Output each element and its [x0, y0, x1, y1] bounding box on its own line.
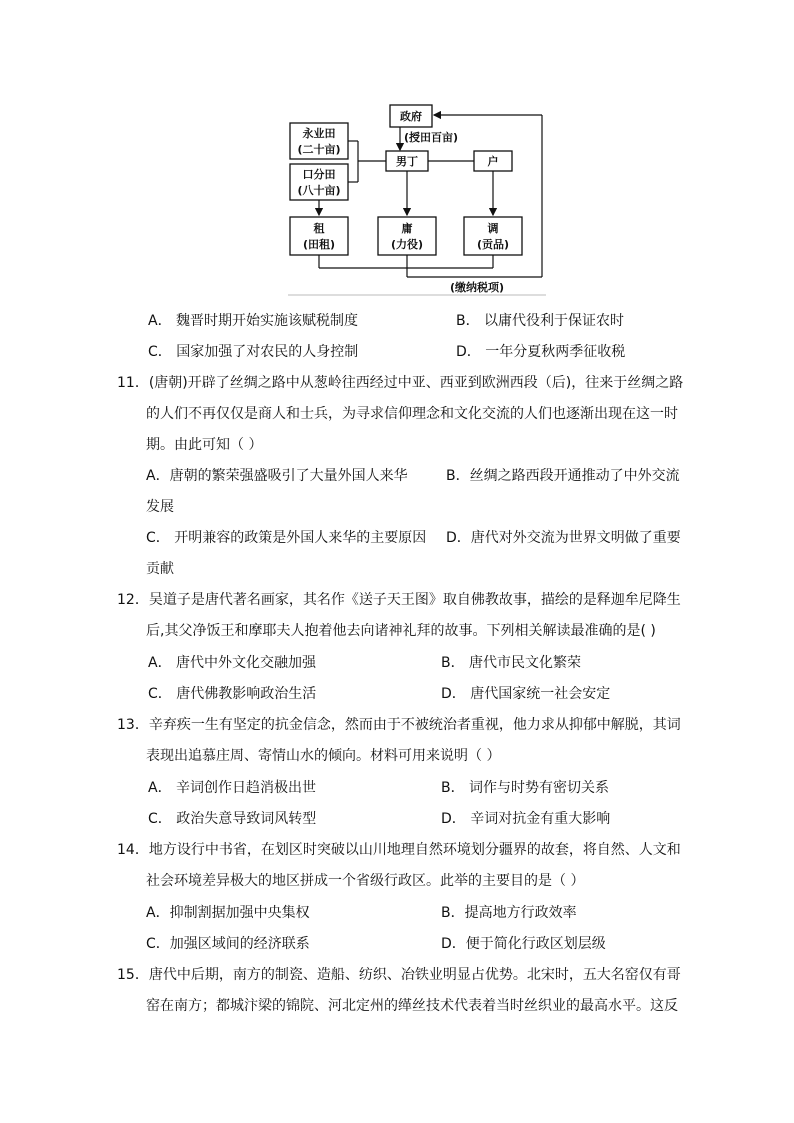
zu-sub: (田租)	[302, 238, 336, 251]
q12-option-a[interactable]: A． 唐代中外文化交融加强	[148, 655, 317, 671]
q12-option-c[interactable]: C． 唐代佛教影响政治生活	[148, 686, 317, 702]
q12-option-d[interactable]: D． 唐代国家统一社会安定	[441, 686, 611, 702]
q14-stem-line-2: 社会环境差异极大的地区拼成一个省级行政区。此举的主要目的是（ ）	[146, 873, 585, 889]
yong-sub: (力役)	[390, 238, 424, 251]
q11-option-c[interactable]: C． 开明兼容的政策是外国人来华的主要原因	[146, 530, 427, 546]
yongye-sub: (二十亩)	[297, 143, 341, 156]
q14-option-a[interactable]: A．抑制割据加强中央集权	[146, 905, 310, 921]
q13-option-b[interactable]: B． 词作与时势有密切关系	[441, 780, 610, 796]
tax-system-diagram	[288, 103, 546, 297]
q11-stem-line-3: 期。由此可知（ ）	[146, 437, 263, 453]
koufen-sub: (八十亩)	[297, 184, 341, 197]
q11-stem-line-2: 的人们不再仅仅是商人和士兵，为寻求信仰理念和文化交流的人们也逐渐出现在这一时	[146, 406, 678, 422]
q14-option-d[interactable]: D．便于简化行政区划层级	[441, 936, 606, 952]
q14-stem-line-1: 14．地方设行中书省，在划区时突破以山川地理自然环境划分疆界的故套，将自然、人文和	[117, 842, 681, 858]
diao-sub: (贡品)	[476, 238, 510, 251]
q11-stem-line-1: 11．(唐朝)开辟了丝绸之路中从葱岭往西经过中亚、西亚到欧洲西段（后)，往来于丝绸之路	[117, 375, 684, 391]
q11-option-d-cont: 贡献	[146, 561, 174, 577]
q12-option-b[interactable]: B． 唐代市民文化繁荣	[441, 655, 582, 671]
q11-option-b-cont: 发展	[146, 499, 174, 515]
hu-label: 户	[487, 155, 499, 168]
q15-stem-line-2: 窑在南方；都城汴梁的锦院、河北定州的缂丝技术代表着当时丝织业的最高水平。这反	[146, 998, 678, 1014]
q11-option-d[interactable]: D．唐代对外交流为世界文明做了重要	[446, 530, 681, 546]
q12-stem-line-1: 12．吴道子是唐代著名画家，其名作《送子天王图》取自佛教故事，描绘的是释迦牟尼降生	[117, 592, 681, 608]
q10-option-a[interactable]: A． 魏晋时期开始实施该赋税制度	[148, 313, 359, 329]
q10-option-d[interactable]: D． 一年分夏秋两季征收税	[456, 344, 626, 360]
q13-option-c[interactable]: C． 政治失意导致词风转型	[148, 811, 317, 827]
q13-stem-line-1: 13．辛弃疾一生有坚定的抗金信念，然而由于不被统治者重视，他力求从抑郁中解脱，其词	[117, 717, 681, 733]
diao-label: 调	[487, 222, 499, 235]
gov-label: 政府	[400, 110, 422, 123]
q10-option-b[interactable]: B． 以庸代役利于保证农时	[456, 313, 625, 329]
q15-stem-line-1: 15．唐代中后期，南方的制瓷、造船、纺织、冶铁业明显占优势。北宋时，五大名窑仅有哥	[117, 967, 681, 983]
q13-option-a[interactable]: A． 辛词创作日趋消极出世	[148, 780, 317, 796]
q11-option-b[interactable]: B．丝绸之路西段开通推动了中外交流	[446, 468, 680, 484]
yongye-label: 永业田	[302, 127, 336, 140]
zu-label: 租	[313, 222, 325, 235]
q13-option-d[interactable]: D． 辛词对抗金有重大影响	[441, 811, 611, 827]
q12-stem-line-2: 后,其父净饭王和摩耶夫人抱着他去向诸神礼拜的故事。下列相关解读最准确的是( )	[146, 623, 656, 639]
q10-option-c[interactable]: C． 国家加强了对农民的人身控制	[148, 344, 359, 360]
tax-label: (缴纳税项)	[450, 281, 505, 294]
nanding-label: 男丁	[396, 155, 418, 168]
q14-option-b[interactable]: B．提高地方行政效率	[441, 905, 577, 921]
q13-stem-line-2: 表现出追慕庄周、寄情山水的倾向。材料可用来说明（ ）	[146, 748, 501, 764]
q11-option-a[interactable]: A．唐朝的繁荣强盛吸引了大量外国人来华	[146, 468, 408, 484]
grant-label: (授田百亩)	[404, 131, 459, 144]
koufen-label: 口分田	[302, 168, 336, 181]
q14-option-c[interactable]: C．加强区域间的经济联系	[146, 936, 310, 952]
yong-label: 庸	[401, 222, 413, 235]
